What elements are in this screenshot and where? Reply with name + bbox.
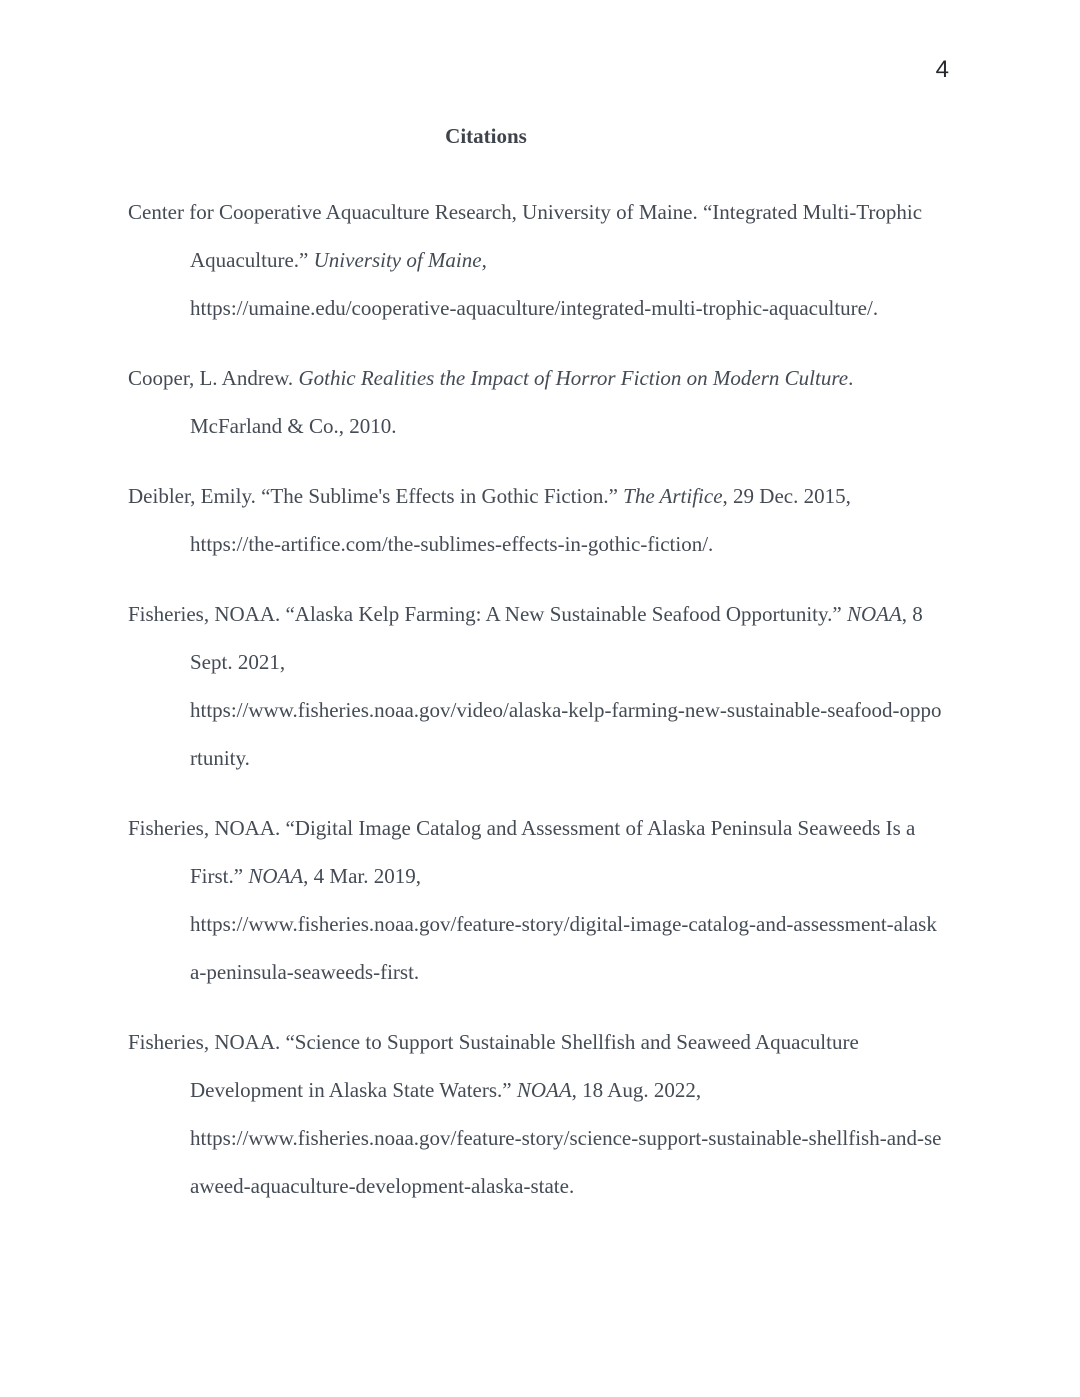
citation-line	[128, 284, 1080, 332]
citation-text: .	[848, 366, 854, 390]
citation-text: McFarland & Co., 2010.	[190, 414, 397, 438]
citation-source-title: NOAA	[846, 602, 902, 626]
citation-text: , 18 Aug. 2022,	[571, 1078, 702, 1102]
citation-entry	[128, 590, 1080, 782]
citation-text: Aquaculture.”	[190, 248, 314, 272]
citation-source-title: NOAA	[516, 1078, 572, 1102]
citation-text: , 8	[901, 602, 923, 626]
citation-line	[128, 1018, 1080, 1066]
citation-url: aweed-aquaculture-development-alaska-state.	[190, 1174, 575, 1198]
page-title: Citations	[445, 124, 527, 148]
citation-text: ,	[481, 248, 487, 272]
citation-entry	[128, 188, 1080, 332]
citation-text: Sept. 2021,	[190, 650, 286, 674]
citation-line	[128, 590, 1080, 638]
citation-line	[128, 1162, 1080, 1210]
citation-line	[128, 472, 1080, 520]
citation-text: Development in Alaska State Waters.”	[190, 1078, 517, 1102]
citation-entry	[128, 472, 1080, 568]
citation-line	[128, 638, 1080, 686]
citation-line	[128, 188, 1080, 236]
citation-line	[128, 686, 1080, 734]
citation-line	[128, 520, 1080, 568]
citation-line	[128, 354, 1080, 402]
citation-url: https://umaine.edu/cooperative-aquaculture/integrated-multi-trophic-aquaculture/.	[190, 296, 879, 320]
citation-url: https://www.fisheries.noaa.gov/video/alaska-kelp-farming-new-sustainable-seafood-oppo	[190, 698, 942, 722]
citation-line	[128, 852, 1080, 900]
citation-text: Deibler, Emily. “The Sublime's Effects in Gothic Fiction.”	[128, 484, 624, 508]
citation-source-title: The Artifice	[623, 484, 723, 508]
citation-entry	[128, 354, 1080, 450]
citation-text: Fisheries, NOAA. “Alaska Kelp Farming: A New Sustainable Seafood Opportunity.”	[128, 602, 847, 626]
citation-line	[128, 948, 1080, 996]
citation-url: https://www.fisheries.noaa.gov/feature-story/digital-image-catalog-and-assessment-alask	[190, 912, 937, 936]
citation-text: , 29 Dec. 2015,	[722, 484, 851, 508]
citation-line	[128, 734, 1080, 782]
citation-text: Center for Cooperative Aquaculture Research, University of Maine. “Integrated Multi-Trophic	[128, 200, 923, 224]
citation-url: a-peninsula-seaweeds-first.	[190, 960, 420, 984]
citation-line	[128, 1114, 1080, 1162]
citation-url: rtunity.	[190, 746, 250, 770]
citation-text: , 4 Mar. 2019,	[303, 864, 421, 888]
citation-line	[128, 236, 1080, 284]
citation-text: Fisheries, NOAA. “Digital Image Catalog and Assessment of Alaska Peninsula Seaweeds Is a	[128, 816, 916, 840]
citation-entry	[128, 804, 1080, 996]
citation-source-title: University of Maine	[313, 248, 482, 272]
citation-line	[128, 900, 1080, 948]
citation-line	[128, 804, 1080, 852]
citation-line	[128, 402, 1080, 450]
citation-text: First.”	[190, 864, 249, 888]
citation-source-title: Gothic Realities the Impact of Horror Fiction on Modern Culture	[298, 366, 849, 390]
citation-entry	[128, 1018, 1080, 1210]
page-number: 4	[935, 56, 949, 83]
citation-url: https://the-artifice.com/the-sublimes-effects-in-gothic-fiction/.	[190, 532, 714, 556]
citation-source-title: NOAA	[248, 864, 304, 888]
citation-text: Fisheries, NOAA. “Science to Support Sustainable Shellfish and Seaweed Aquaculture	[128, 1030, 859, 1054]
citation-text: Cooper, L. Andrew.	[128, 366, 299, 390]
citation-line	[128, 1066, 1080, 1114]
citation-url: https://www.fisheries.noaa.gov/feature-story/science-support-sustainable-shellfish-and-se	[190, 1126, 942, 1150]
